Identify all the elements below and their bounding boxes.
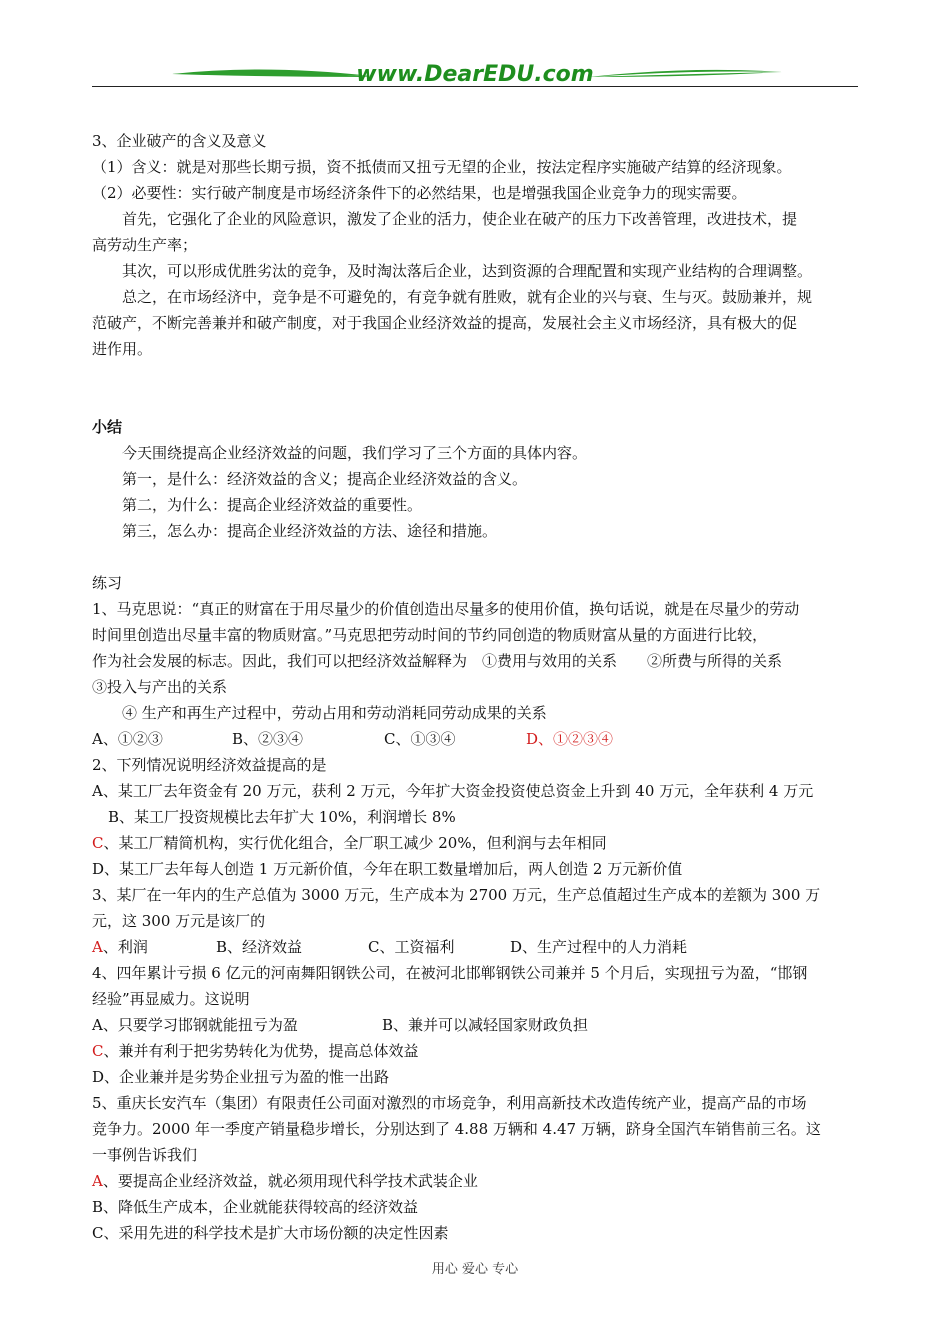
page-footer: 用心 爱心 专心 bbox=[431, 1262, 519, 1277]
summary-point: 第二，为什么：提高企业经济效益的重要性。 bbox=[122, 496, 423, 514]
question-1-text: ④ 生产和再生产过程中，劳动占用和劳动消耗同劳动成果的关系 bbox=[122, 704, 547, 722]
option-c: C、工资福利 bbox=[368, 938, 455, 956]
option-text: 、要提高企业经济效益，就必须用现代科学技术武装企业 bbox=[102, 1172, 478, 1190]
option-a: A、①②③ bbox=[92, 730, 163, 748]
option-c-answer bbox=[92, 830, 860, 856]
question-1-options bbox=[92, 726, 860, 752]
section-heading: 3、企业破产的含义及意义 bbox=[92, 132, 267, 150]
header-divider bbox=[92, 86, 858, 87]
summary-intro: 今天围绕提高企业经济效益的问题，我们学习了三个方面的具体内容。 bbox=[122, 444, 588, 462]
option-c-answer bbox=[92, 1038, 860, 1064]
answer-letter: A bbox=[92, 1172, 103, 1190]
paragraph: 首先，它强化了企业的风险意识，激发了企业的活力，使企业在破产的压力下改善管理，改进技术，提 bbox=[122, 210, 798, 228]
answer-letter: C bbox=[92, 834, 104, 852]
option-d: D、企业兼并是劣势企业扭亏为盈的惟一出路 bbox=[92, 1068, 390, 1086]
option-b: B、某工厂投资规模比去年扩大 10%，利润增长 8% bbox=[108, 808, 456, 826]
option-a: A、只要学习邯钢就能扭亏为盈 bbox=[92, 1016, 298, 1034]
paragraph: （1）含义：就是对那些长期亏损，资不抵债而又扭亏无望的企业，按法定程序实施破产结算的经济现象。 bbox=[92, 158, 792, 176]
question-3-text: 3、某厂在一年内的生产总值为 3000 万元，生产成本为 2700 万元，生产总值超过生产成本的差额为 300 万 bbox=[92, 886, 821, 904]
paragraph: 总之，在市场经济中，竞争是不可避免的，有竞争就有胜败，就有企业的兴与衰、生与灭。鼓励兼并，规 bbox=[122, 288, 813, 306]
option-b: B、降低生产成本，企业就能获得较高的经济效益 bbox=[92, 1198, 419, 1216]
paragraph: 其次，可以形成优胜劣汰的竞争，及时淘汰落后企业，达到资源的合理配置和实现产业结构的合理调整。 bbox=[122, 262, 813, 280]
exercise-heading: 练习 bbox=[92, 574, 123, 592]
option-b: B、兼并可以减轻国家财政负担 bbox=[382, 1016, 589, 1034]
paragraph: 范破产，不断完善兼并和破产制度，对于我国企业经济效益的提高，发展社会主义市场经济，具有极大的促 bbox=[92, 314, 798, 332]
document-body bbox=[92, 128, 860, 1246]
option-text: 、兼并有利于把劣势转化为优势，提高总体效益 bbox=[103, 1042, 419, 1060]
option-d: D、生产过程中的人力消耗 bbox=[510, 938, 688, 956]
summary-point: 第三，怎么办：提高企业经济效益的方法、途径和措施。 bbox=[122, 522, 498, 540]
question-2-stem: 2、下列情况说明经济效益提高的是 bbox=[92, 756, 327, 774]
question-4-options bbox=[92, 1012, 860, 1038]
option-d: D、某工厂去年每人创造 1 万元新价值，今年在职工数量增加后，两人创造 2 万元新价值 bbox=[92, 860, 683, 878]
summary-heading: 小结 bbox=[92, 418, 123, 436]
question-4-text: 4、四年累计亏损 6 亿元的河南舞阳钢铁公司，在被河北邯郸钢铁公司兼并 5 个月后，实现扭亏为盈，“邯钢 bbox=[92, 964, 808, 982]
question-5-text: 竞争力。2000 年一季度产销量稳步增长，分别达到了 4.88 万辆和 4.47 万辆，跻身全国汽车销售前三名。这 bbox=[92, 1120, 821, 1138]
question-4-text: 经验”再显威力。这说明 bbox=[92, 990, 250, 1008]
option-d-answer: D、①②③④ bbox=[526, 730, 614, 748]
option-a-answer bbox=[92, 934, 216, 960]
paragraph: 高劳动生产率； bbox=[92, 236, 198, 254]
question-1-text: 1、马克思说：“真正的财富在于用尽量少的价值创造出尽量多的使用价值，换句话说，就是在尽量少的劳动 bbox=[92, 600, 800, 618]
option-text: 、利润 bbox=[102, 938, 148, 956]
question-5-text: 5、重庆长安汽车（集团）有限责任公司面对激烈的市场竞争，利用高新技术改造传统产业，提高产品的市场 bbox=[92, 1094, 807, 1112]
question-1-text: ③投入与产出的关系 bbox=[92, 678, 228, 696]
logo-text: www.DearEDU.com bbox=[356, 62, 594, 87]
option-a-answer bbox=[92, 1168, 860, 1194]
site-header-logo bbox=[92, 60, 858, 92]
question-1-text: 时间里创造出尽量丰富的物质财富。”马克思把劳动时间的节约同创造的物质财富从量的方面进行比较， bbox=[92, 626, 768, 644]
answer-letter: C bbox=[92, 1042, 104, 1060]
option-c: C、采用先进的科学技术是扩大市场份额的决定性因素 bbox=[92, 1224, 449, 1242]
option-b: B、②③④ bbox=[232, 730, 304, 748]
question-3-options bbox=[92, 934, 860, 960]
paragraph: 进作用。 bbox=[92, 340, 153, 358]
summary-point: 第一，是什么：经济效益的含义；提高企业经济效益的含义。 bbox=[122, 470, 528, 488]
question-3-text: 元，这 300 万元是该厂的 bbox=[92, 912, 266, 930]
question-1-text: 作为社会发展的标志。因此，我们可以把经济效益解释为 ①费用与效用的关系 ②所费与所得的关系 bbox=[92, 652, 783, 670]
paragraph: （2）必要性：实行破产制度是市场经济条件下的必然结果，也是增强我国企业竞争力的现实需要。 bbox=[92, 184, 747, 202]
question-5-text: 一事例告诉我们 bbox=[92, 1146, 198, 1164]
answer-letter: A bbox=[92, 938, 103, 956]
option-b: B、经济效益 bbox=[216, 938, 303, 956]
option-a: A、某工厂去年资金有 20 万元，获利 2 万元，今年扩大资金投资使总资金上升到 40 万元，全年获利 4 万元 bbox=[92, 782, 814, 800]
option-text: 、某工厂精简机构，实行优化组合，全厂职工减少 20%，但利润与去年相同 bbox=[103, 834, 607, 852]
option-c: C、①③④ bbox=[384, 730, 456, 748]
